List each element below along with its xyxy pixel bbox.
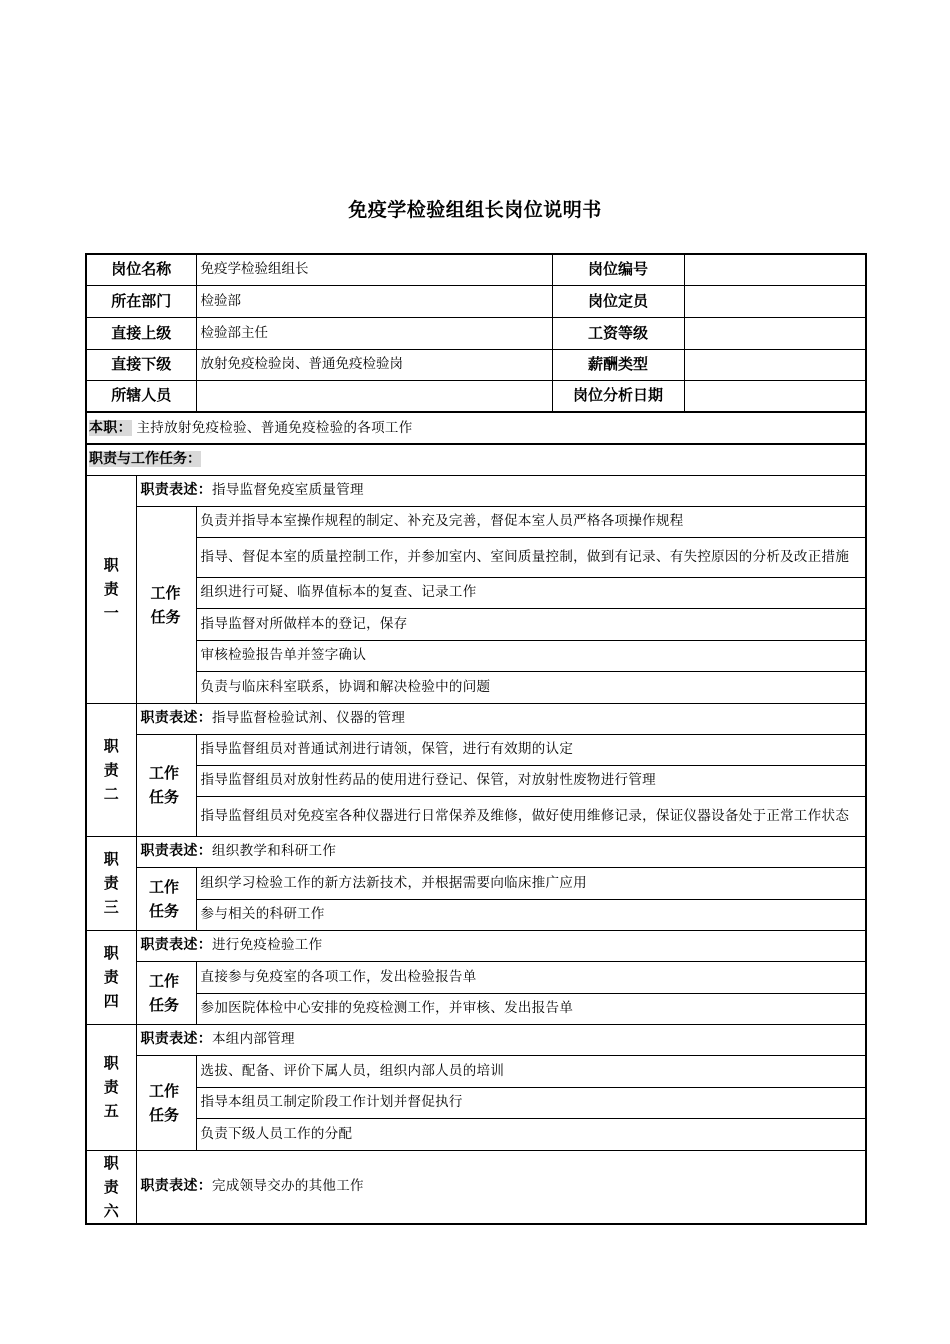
info-value [684,285,866,317]
task-row [86,608,866,640]
info-value [684,317,866,349]
task-label: 工作 任务 [136,506,196,703]
info-value [684,254,866,285]
statement-label: 职责表述： [140,710,212,726]
info-value [684,380,866,412]
document-title: 免疫学检验组组长岗位说明书 [348,199,602,221]
task-item: 指导监督组员对免疫室各种仪器进行日常保养及维修，做好使用维修记录，保证仪器设备处于正常工作状态 [196,796,866,836]
statement-label: 职责表述： [140,482,212,498]
task-row [86,867,866,899]
info-row [86,285,866,317]
info-value: 放射免疫检验岗、普通免疫检验岗 [196,349,552,380]
info-label: 所辖人员 [86,380,196,412]
task-row [86,671,866,703]
task-label: 工作 任务 [136,867,196,930]
task-row [86,1118,866,1150]
task-item: 指导、督促本室的质量控制工作，并参加室内、室间质量控制，做到有记录、有失控原因的分析及改正措施 [196,537,866,577]
task-item: 参加医院体检中心安排的免疫检测工作，并审核、发出报告单 [196,993,866,1024]
duty-name: 职 责 四 [86,930,136,1024]
task-label: 工作 任务 [136,734,196,836]
task-row [86,993,866,1024]
duty-name: 职 责 三 [86,836,136,930]
task-item: 负责下级人员工作的分配 [196,1118,866,1150]
info-label: 薪酬类型 [552,349,684,380]
task-row [86,640,866,671]
job-description-table [85,253,865,1225]
info-row [86,349,866,380]
info-label: 工资等级 [552,317,684,349]
task-row [86,577,866,608]
info-label: 直接下级 [86,349,196,380]
duty-name: 职 责 六 [86,1150,136,1224]
info-label: 直接上级 [86,317,196,349]
task-item: 负责与临床科室联系，协调和解决检验中的问题 [196,671,866,703]
task-item: 负责并指导本室操作规程的制定、补充及完善，督促本室人员严格各项操作规程 [196,506,866,537]
task-label: 工作 任务 [136,961,196,1024]
task-item: 组织学习检验工作的新方法新技术，并根据需要向临床推广应用 [196,867,866,899]
task-item: 指导本组员工制定阶段工作计划并督促执行 [196,1087,866,1118]
task-row [86,961,866,993]
task-item: 直接参与免疫室的各项工作，发出检验报告单 [196,961,866,993]
duty-statement: 指导监督免疫室质量管理 [212,482,364,498]
task-row [86,1087,866,1118]
duty-statement-row [86,703,866,734]
duty-name: 职 责 二 [86,703,136,836]
info-label: 岗位分析日期 [552,380,684,412]
info-label: 岗位定员 [552,285,684,317]
task-row [86,899,866,930]
info-label: 岗位名称 [86,254,196,285]
task-row [86,765,866,796]
info-row [86,380,866,412]
info-row [86,317,866,349]
task-label: 工作 任务 [136,1055,196,1150]
info-label: 岗位编号 [552,254,684,285]
duty-name: 职 责 一 [86,475,136,703]
task-item: 选拔、配备、评价下属人员，组织内部人员的培训 [196,1055,866,1087]
statement-label: 职责表述： [140,1031,212,1047]
task-item: 指导监督对所做样本的登记，保存 [196,608,866,640]
duties-header-row [86,444,866,475]
task-item: 指导监督组员对放射性药品的使用进行登记、保管，对放射性废物进行管理 [196,765,866,796]
task-row [86,796,866,836]
task-item: 参与相关的科研工作 [196,899,866,930]
duty-statement-row [86,1150,866,1224]
duty-statement-row [86,836,866,867]
main-duty-label: 本职： [89,419,132,436]
info-value: 免疫学检验组组长 [196,254,552,285]
info-value: 检验部 [196,285,552,317]
duty-statement: 指导监督检验试剂、仪器的管理 [212,710,406,726]
task-row [86,506,866,537]
info-value: 检验部主任 [196,317,552,349]
task-row [86,537,866,577]
duty-statement-row [86,1024,866,1055]
main-duty-text: 主持放射免疫检验、普通免疫检验的各项工作 [136,419,413,436]
duty-statement: 完成领导交办的其他工作 [212,1178,364,1194]
duty-statement-row [86,930,866,961]
statement-label: 职责表述： [140,1178,212,1194]
task-row [86,734,866,765]
duty-statement-row [86,475,866,506]
duty-statement: 本组内部管理 [212,1031,295,1047]
info-label: 所在部门 [86,285,196,317]
duty-statement: 组织教学和科研工作 [212,843,337,859]
info-row [86,254,866,285]
task-item: 审核检验报告单并签字确认 [196,640,866,671]
duties-header: 职责与工作任务： [89,451,201,468]
duty-name: 职 责 五 [86,1024,136,1150]
task-item: 组织进行可疑、临界值标本的复查、记录工作 [196,577,866,608]
statement-label: 职责表述： [140,937,212,953]
task-row [86,1055,866,1087]
duty-statement: 进行免疫检验工作 [212,937,323,953]
info-value [196,380,552,412]
info-value [684,349,866,380]
statement-label: 职责表述： [140,843,212,859]
task-item: 指导监督组员对普通试剂进行请领，保管，进行有效期的认定 [196,734,866,765]
main-duty-row [86,412,866,444]
